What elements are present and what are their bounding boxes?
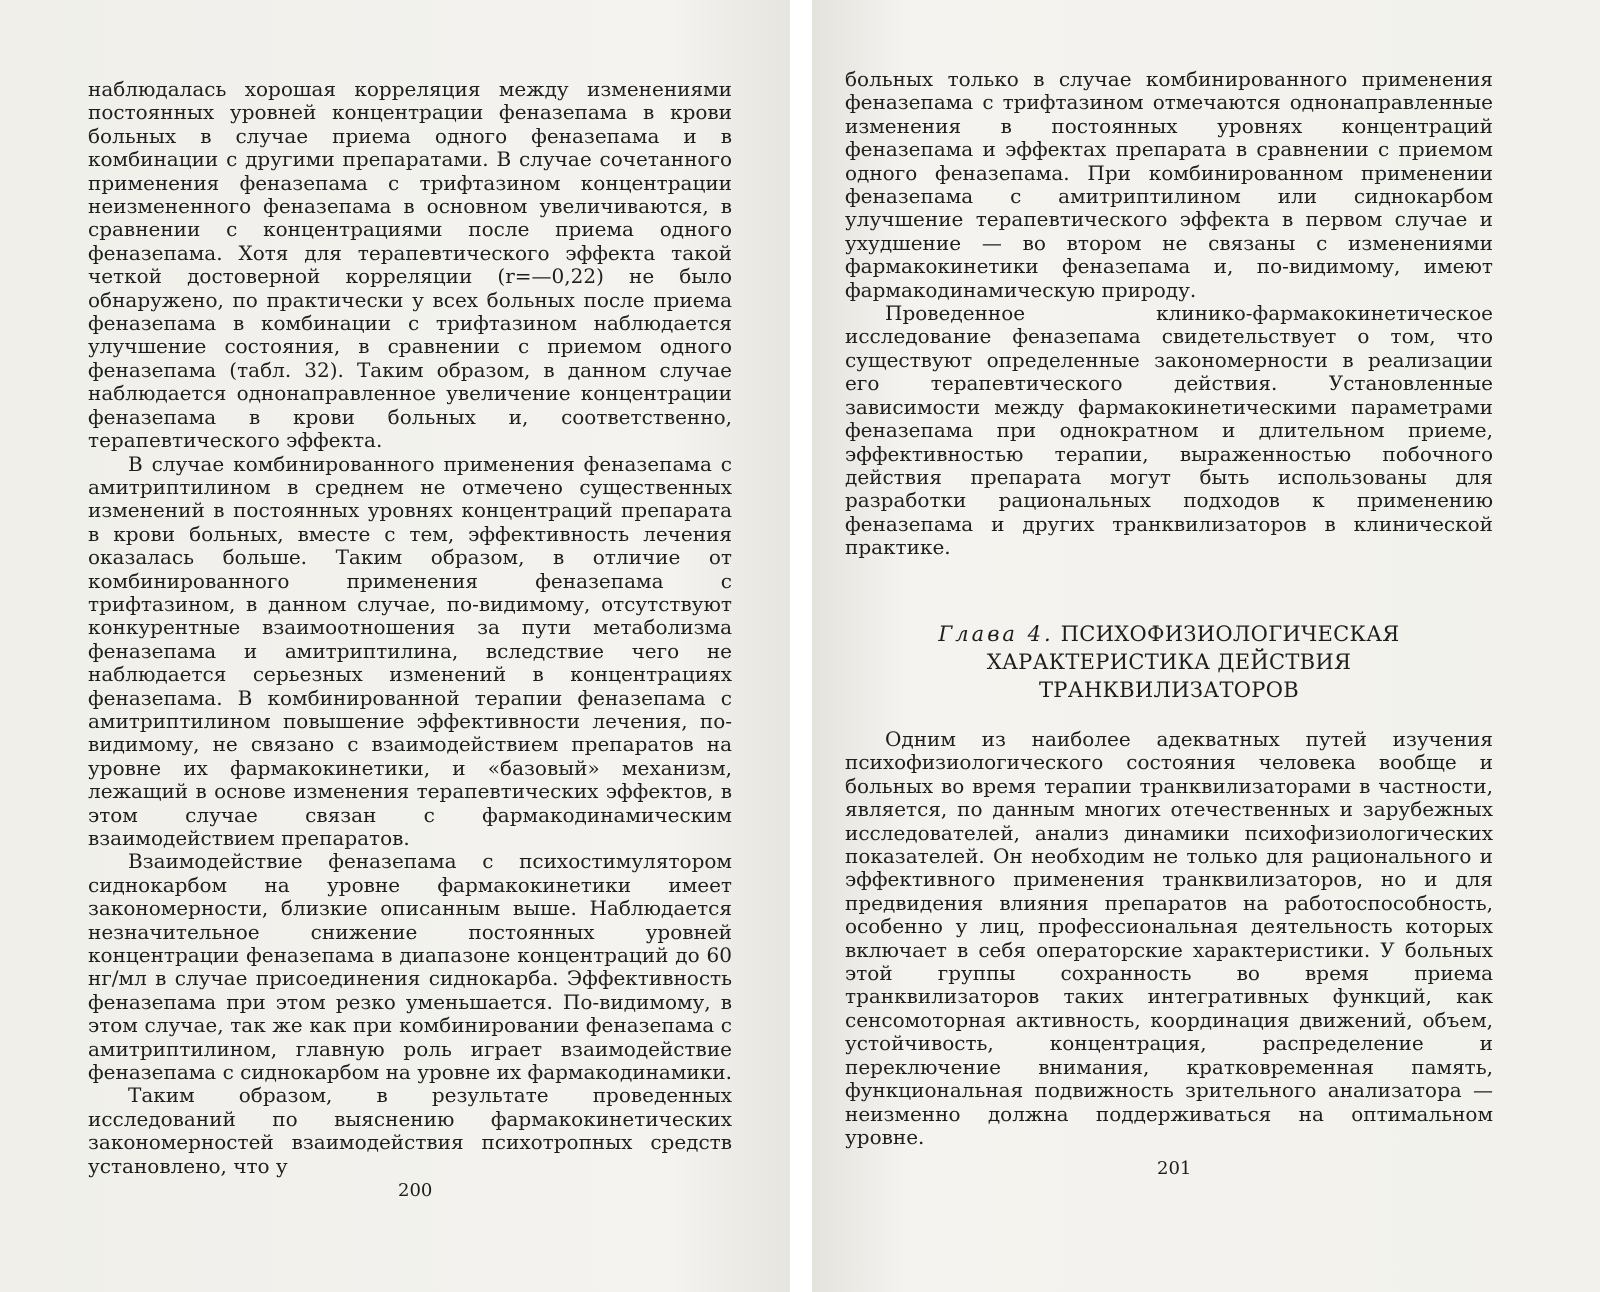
chapter-title-line: ТРАНКВИЛИЗАТОРОВ bbox=[1039, 678, 1299, 702]
left-page bbox=[0, 0, 790, 1292]
paragraph: наблюдалась хорошая корреляция между изменениями постоянных уровней концентрации феназепама в крови больных в случае приема одного феназепама и в комбинации с другими препаратами. В случае сочетанного применения феназепама с трифтазином концентрации неизмененного феназепама в основном увеличиваются, в сравнении с концентрациями после приема одного феназепама. Хотя для терапевтического эффекта такой четкой достоверной корреляции (r=—0,22) не было обнаружено, по практически у всех больных после приема феназепама в комбинации с трифтазином наблюдается улучшение состояния, в сравнении с приемом одного феназепама (табл. 32). Таким образом, в данном случае наблюдается однонаправленное увеличение концентрации феназепама в крови больных и, соответственно, терапевтического эффекта. bbox=[88, 77, 732, 453]
book-gutter bbox=[790, 0, 812, 1292]
chapter-title-line: ХАРАКТЕРИСТИКА ДЕЙСТВИЯ bbox=[986, 650, 1352, 674]
page-number: 200 bbox=[398, 1180, 433, 1201]
chapter-title-line: ПСИХОФИЗИОЛОГИЧЕСКАЯ bbox=[1060, 622, 1400, 646]
paragraph: В случае комбинированного применения феназепама с амитриптилином в среднем не отмечено существенных изменений в постоянных уровнях концентраций препарата в крови больных, вместе с тем, эффективность лечения оказалась больше. Таким образом, в отличие от комбинированного применения феназепама с трифтазином, в данном случае, по-видимому, отсутствуют конкурентные взаимоотношения за пути метаболизма феназепама и амитриптилина, вследствие чего не наблюдается серьезных изменений в концентрациях феназепама. В комбинированной терапии феназепама с амитриптилином повышение эффективности лечения, по-видимому, не связано с взаимодействием препаратов на уровне их фармакокинетики, и «базовый» механизм, лежащий в основе изменения терапевтических эффектов, в этом случае связан с фармакодинамическим взаимодействием препаратов. bbox=[88, 451, 732, 850]
paragraph: Таким образом, в результате проведенных исследований по выяснению фармакокинетических закономерностей взаимодействия психотропных средств установлено, что у bbox=[88, 1083, 732, 1178]
chapter-label: Глава 4. bbox=[938, 622, 1054, 646]
page-number: 201 bbox=[1157, 1158, 1192, 1179]
paragraph: больных только в случае комбинированного применения феназепама с трифтазином отмечаются однонаправленные изменения в постоянных уровнях концентраций феназепама и эффектах препарата в сравнении с приемом одного феназепама. При комбинированном применении феназепама с амитриптилином или сиднокарбом улучшение терапевтического эффекта в первом случае и ухудшение — во втором не связаны с изменениями фармакокинетики феназепама и, по-видимому, имеют фармакодинамическую природу. bbox=[845, 67, 1493, 302]
chapter-heading bbox=[845, 620, 1493, 704]
right-page-body-bottom bbox=[845, 728, 1493, 1149]
right-page-body-top bbox=[845, 68, 1493, 560]
paragraph: Взаимодействие феназепама с психостимулятором сиднокарбом на уровне фармакокинетики имеет закономерности, близкие описанным выше. Наблюдается незначительное снижение постоянных уровней концентрации феназепама в диапазоне концентраций до 60 нг/мл в случае присоединения сиднокарба. Эффективность феназепама при этом резко уменьшается. По-видимому, в этом случае, так же как при комбинировании феназепама с амитриптилином, главную роль играет взаимодействие феназепама с сиднокарбом на уровне их фармакодинамики. bbox=[88, 849, 732, 1085]
right-page bbox=[812, 0, 1600, 1292]
left-page-body bbox=[88, 78, 732, 1178]
paragraph: Проведенное клинико-фармакокинетическое исследование феназепама свидетельствует о том, что существуют определенные закономерности в реализации его терапевтического действия. Установленные зависимости между фармакокинетическими параметрами феназепама при однократном и длительном приеме, эффективностью терапии, выраженностью побочного действия препарата могут быть использованы для разработки рациональных подходов к применению феназепама и других транквилизаторов в клинической практике. bbox=[845, 301, 1493, 560]
paragraph: Одним из наиболее адекватных путей изучения психофизиологического состояния человека вообще и больных во время терапии транквилизаторами в частности, является, по данным многих отечественных и зарубежных исследователей, анализ динамики психофизиологических показателей. Он необходим не только для рационального и эффективного применения транквилизаторов, но и для предвидения влияния препаратов на работоспособность, особенно у лиц, профессиональная деятельность которых включает в себя операторские характеристики. У больных этой группы сохранность во время приема транквилизаторов таких интегративных функций, как сенсомоторная активность, координация движений, объем, устойчивость, концентрация, распределение и переключение внимания, кратковременная память, функциональная подвижность зрительного анализатора — неизменно должна поддерживаться на оптимальном уровне. bbox=[845, 727, 1493, 1149]
